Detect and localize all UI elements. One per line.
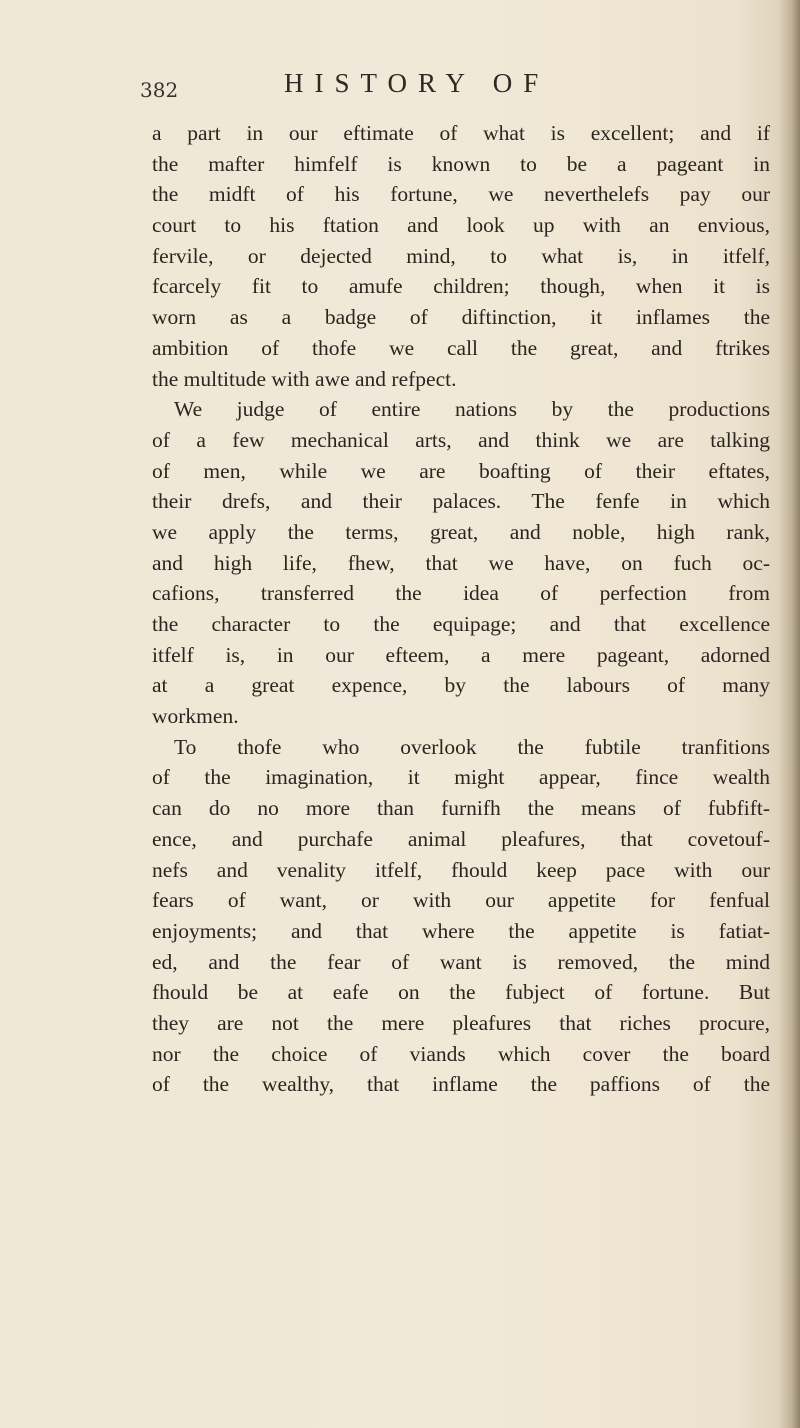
body-text	[152, 118, 770, 1100]
text-line: of the imagination, it might appear, fince wealth	[152, 765, 770, 790]
text-line: they are not the mere pleafures that riches procure,	[152, 1010, 770, 1035]
text-line: itfelf is, in our efteem, a mere pageant, adorned	[152, 642, 770, 667]
text-line: at a great expence, by the labours of many	[152, 673, 770, 698]
text-line: their drefs, and their palaces. The fenfe in which	[152, 489, 770, 514]
text-line: of a few mechanical arts, and think we are talking	[152, 427, 770, 452]
text-line: ence, and purchafe animal pleafures, that covetouf-	[152, 826, 770, 851]
text-line: fcarcely fit to amufe children; though, when it is	[152, 274, 770, 299]
text-line: the character to the equipage; and that excellence	[152, 612, 770, 636]
text-line: ambition of thofe we call the great, and ftrikes	[152, 335, 770, 360]
text-line: fears of want, or with our appetite for fenfual	[152, 888, 770, 913]
text-line: the midft of his fortune, we neverthelefs pay our	[152, 182, 770, 207]
page-header	[140, 68, 640, 108]
text-line: a part in our eftimate of what is excellent; and if	[152, 121, 770, 145]
text-line: ed, and the fear of want is removed, the mind	[152, 949, 770, 974]
text-line: fhould be at eafe on the fubject of fortune. But	[152, 980, 770, 1005]
text-line: nefs and venality itfelf, fhould keep pace with our	[152, 857, 770, 882]
text-line: nor the choice of viands which cover the board	[152, 1041, 770, 1066]
text-line: we apply the terms, great, and noble, high rank,	[152, 519, 770, 544]
text-line: of the wealthy, that inflame the paffions of the	[152, 1072, 770, 1097]
text-line: the multitude with awe and refpect.	[152, 366, 457, 391]
text-line: We judge of entire nations by the productions	[174, 397, 770, 422]
page-edge-shadow	[778, 0, 800, 1428]
text-line: enjoyments; and that where the appetite is fatiat-	[152, 918, 770, 943]
text-line: workmen.	[152, 704, 239, 729]
text-line: the mafter himfelf is known to be a pageant in	[152, 151, 770, 176]
text-line: worn as a badge of diftinction, it inflames the	[152, 305, 770, 330]
text-line: of men, while we are boafting of their eftates,	[152, 458, 770, 483]
text-line: and high life, fhew, that we have, on fuch oc-	[152, 550, 770, 575]
running-head: HISTORY OF	[284, 68, 550, 98]
text-line: cafions, transferred the idea of perfection from	[152, 581, 770, 606]
text-line: court to his ftation and look up with an envious,	[152, 213, 770, 238]
text-line: can do no more than furnifh the means of fubfift-	[152, 796, 770, 821]
page-number: 382	[140, 78, 179, 102]
text-line: fervile, or dejected mind, to what is, in itfelf,	[152, 243, 770, 268]
text-line: To thofe who overlook the fubtile tranfitions	[174, 734, 770, 759]
